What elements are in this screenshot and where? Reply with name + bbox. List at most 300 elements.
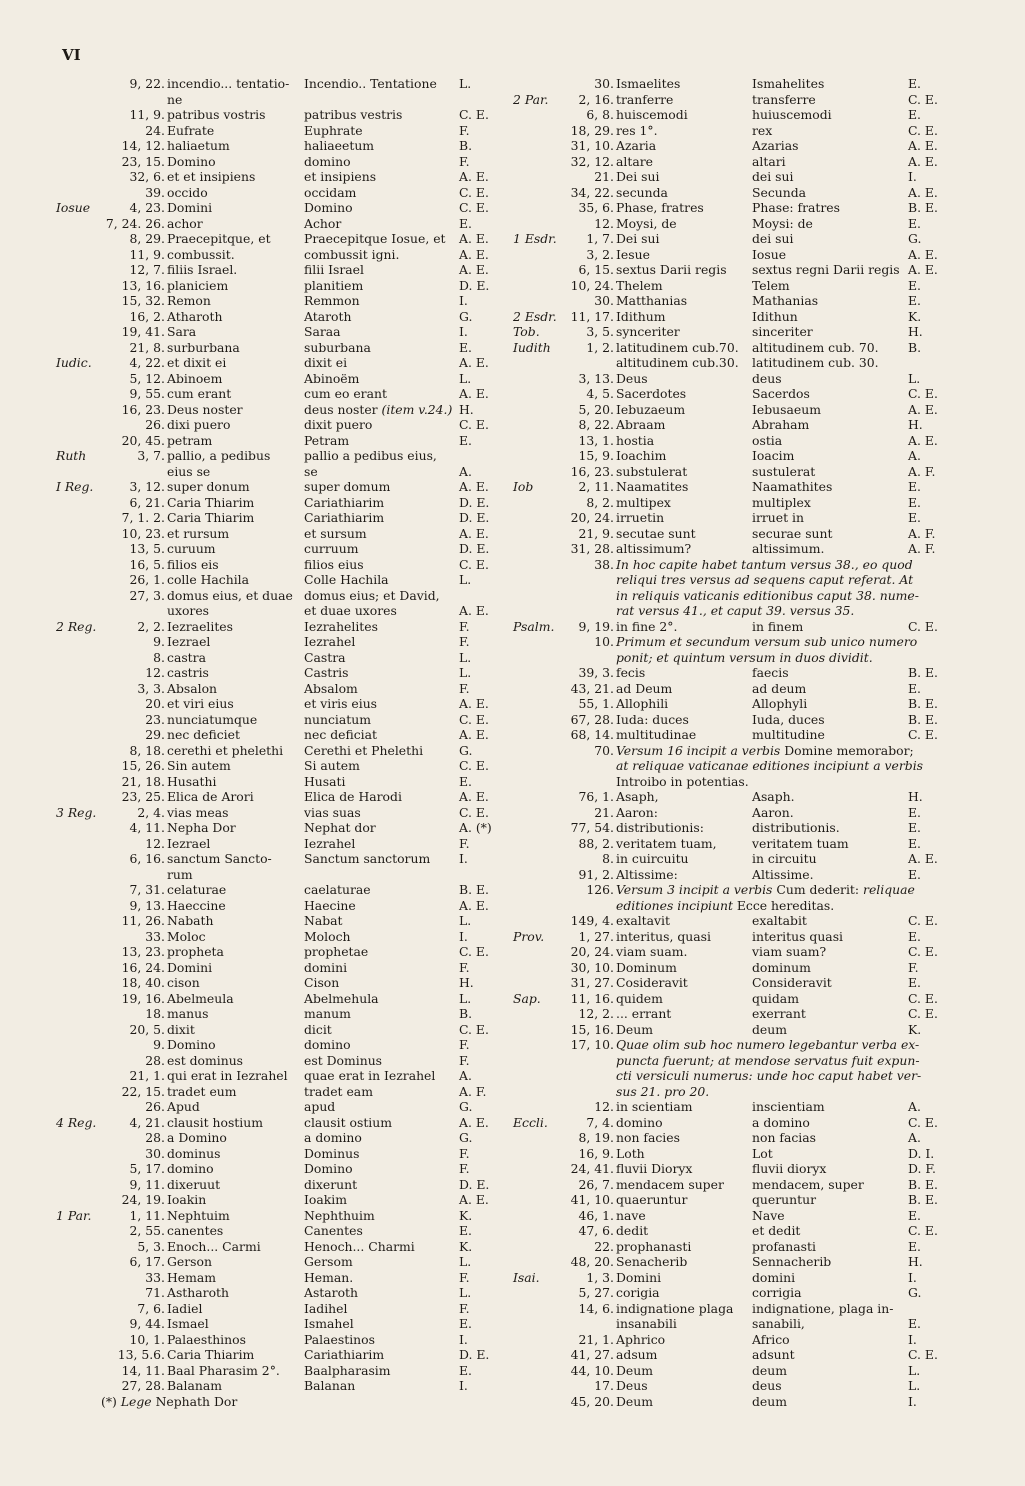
variant-reading: et viri eius	[167, 696, 234, 711]
variant-reading: Palaesthinos	[167, 1331, 246, 1347]
entry-row	[508, 495, 958, 511]
variant-reading: altitudinem cub.30.	[616, 355, 739, 370]
correct-reading: Abraham	[752, 417, 810, 432]
source-sigla: A. E.	[459, 246, 489, 262]
correct-reading: corrigia	[752, 1285, 802, 1300]
variant-reading: manus	[167, 1006, 209, 1021]
verse-ref: 20, 24.	[570, 510, 614, 525]
entry-row	[56, 1053, 501, 1069]
verse-ref: 4, 11.	[129, 820, 165, 835]
entry-row	[56, 1022, 501, 1038]
book-label: 4 Reg.	[56, 1114, 97, 1130]
source-sigla: A. E.	[908, 184, 938, 200]
entry-row	[508, 619, 958, 635]
verse-ref: 1, 27.	[578, 928, 614, 944]
variant-reading: combussit.	[167, 246, 235, 262]
entry-row	[508, 123, 958, 139]
verse-ref: 7, 6.	[137, 1300, 165, 1316]
variant-reading: Iezraelites	[167, 618, 233, 634]
verse-ref: 1, 7.	[586, 231, 614, 246]
variant-reading: ad Deum	[616, 680, 673, 696]
variant-reading: Altissime:	[616, 866, 678, 882]
source-sigla: L.	[459, 990, 472, 1006]
verse-ref: 8, 29.	[129, 231, 165, 246]
source-sigla: A. F.	[908, 541, 936, 556]
correct-reading: domini	[304, 959, 348, 975]
source-sigla: C. E.	[459, 184, 489, 200]
source-sigla: I.	[459, 293, 468, 308]
correct-reading: Nave	[752, 1207, 785, 1223]
source-sigla: E.	[908, 1238, 921, 1254]
explanatory-note: Quae olim sub hoc numero legebantur verba ex-	[616, 1037, 920, 1052]
source-sigla: L.	[459, 76, 472, 91]
entry-row	[508, 557, 958, 573]
correct-reading: Sacerdos	[752, 386, 810, 401]
entry-row	[56, 1316, 501, 1332]
correct-reading: sustulerat	[752, 463, 816, 479]
explanatory-note: Primum et secundum versum sub unico numero	[616, 634, 918, 649]
variant-reading: Matthanias	[616, 293, 688, 308]
entry-row	[508, 758, 958, 774]
entry-row	[508, 696, 958, 712]
source-sigla: F.	[459, 959, 470, 975]
source-sigla: E.	[459, 773, 472, 789]
variant-reading: clausit hostium	[167, 1114, 263, 1130]
verse-ref: 11, 9.	[129, 107, 165, 122]
verse-ref: 4, 5.	[586, 386, 614, 401]
variant-reading: non facies	[616, 1130, 680, 1145]
source-sigla: L.	[908, 1378, 921, 1393]
correct-reading: mendacem, super	[752, 1176, 864, 1192]
verse-ref: 32, 6.	[129, 169, 165, 184]
entry-row	[56, 975, 501, 991]
variant-reading: dedit	[616, 1223, 649, 1238]
verse-ref: 31, 10.	[570, 138, 614, 153]
verse-ref: 26, 7.	[578, 1176, 614, 1192]
variant-reading: vias meas	[167, 804, 229, 820]
variant-reading: in fine 2°.	[616, 618, 678, 634]
verse-ref: 16, 23.	[570, 463, 614, 479]
source-sigla: E.	[908, 277, 921, 293]
correct-reading: queruntur	[752, 1192, 817, 1207]
correct-reading: Astaroth	[304, 1285, 359, 1300]
correct-reading: patribus vestris	[304, 107, 403, 122]
verse-ref: 16, 24.	[121, 959, 165, 975]
correct-reading: est Dominus	[304, 1052, 383, 1068]
variant-reading: filiis Israel.	[167, 262, 238, 277]
correct-reading: Lot	[752, 1145, 773, 1161]
variant-reading: et et insipiens	[167, 169, 256, 184]
verse-ref: 4, 23.	[129, 200, 165, 215]
verse-ref: 2, 55.	[129, 1223, 165, 1238]
variant-reading: Domini	[616, 1269, 662, 1285]
entry-row	[508, 433, 958, 449]
variant-reading: Iezrael	[167, 634, 211, 649]
variant-reading: irruetin	[616, 510, 665, 525]
source-sigla: A. E.	[908, 851, 938, 866]
verse-ref: 11, 26.	[121, 913, 165, 928]
source-sigla: G.	[459, 742, 473, 758]
verse-ref: 24.	[145, 122, 165, 138]
verse-ref: 10, 1.	[129, 1331, 165, 1347]
item-note: (item v.24.)	[381, 401, 453, 417]
entry-row	[508, 200, 958, 216]
entry-row	[56, 154, 501, 170]
verse-ref: 68, 14.	[570, 727, 614, 742]
correct-reading: super domum	[304, 479, 391, 494]
verse-ref: 7, 1. 2.	[121, 510, 165, 525]
source-sigla: E.	[459, 1316, 472, 1331]
entry-row	[508, 944, 958, 960]
correct-reading: Henoch... Charmi	[304, 1238, 415, 1254]
verse-ref: 5, 17.	[129, 1161, 165, 1176]
entry-row	[56, 324, 501, 340]
variant-reading: dominus	[167, 1145, 221, 1161]
source-sigla: E.	[908, 866, 921, 882]
source-sigla: E.	[908, 215, 921, 231]
correct-reading: Secunda	[752, 184, 807, 200]
variant-reading: altissimum?	[616, 541, 692, 556]
verse-ref: 18, 40.	[121, 975, 165, 990]
source-sigla: C. E.	[908, 618, 938, 634]
source-sigla: D. E.	[459, 541, 490, 556]
correct-reading: cum eo erant	[304, 386, 387, 401]
correct-reading: securae sunt	[752, 525, 833, 541]
correct-reading: curruum	[304, 541, 359, 556]
variant-reading: prophanasti	[616, 1238, 692, 1254]
source-sigla: E.	[908, 820, 921, 835]
book-label: Eccli.	[513, 1114, 548, 1130]
verse-ref: 3, 5.	[586, 324, 614, 339]
correct-reading: Nephthuim	[304, 1207, 375, 1223]
entry-row	[508, 898, 958, 914]
verse-ref: 30.	[594, 293, 614, 308]
variant-reading: nunciatumque	[167, 711, 258, 727]
correct-reading: multitudine	[752, 727, 825, 742]
variant-reading: Dominum	[616, 959, 677, 975]
correct-reading: adsunt	[752, 1347, 795, 1362]
source-sigla: H.	[908, 789, 923, 804]
correct-reading: dei sui	[752, 169, 794, 184]
entry-row	[56, 169, 501, 185]
entry-row	[56, 836, 501, 852]
variant-reading: a Domino	[167, 1130, 227, 1145]
entry-row	[56, 1068, 501, 1084]
source-sigla: I.	[459, 928, 468, 944]
correct-reading: altitudinem cub. 70.	[752, 339, 879, 355]
entry-row	[56, 929, 501, 945]
source-sigla: F.	[459, 634, 470, 649]
entry-row	[56, 293, 501, 309]
variant-reading: synceriter	[616, 324, 680, 339]
variant-reading: occido	[167, 184, 208, 200]
verse-ref: 21, 1.	[578, 1331, 614, 1347]
entry-row	[56, 355, 501, 371]
variant-reading: Iezrael	[167, 835, 211, 851]
variant-reading: Deus	[616, 1378, 648, 1393]
entry-row	[56, 991, 501, 1007]
explanatory-note: puncta fuerunt; at mendose servatus fuit expun-	[616, 1052, 920, 1068]
source-sigla: K.	[908, 1021, 922, 1037]
variant-reading: Caria Thiarim	[167, 1347, 255, 1362]
entry-row	[508, 107, 958, 123]
verse-ref: 13, 23.	[121, 944, 165, 959]
correct-reading: deum	[752, 1393, 787, 1409]
entry-row	[56, 774, 501, 790]
correct-reading: filii Israel	[304, 262, 364, 277]
verse-ref: 6, 21.	[129, 494, 165, 510]
correct-reading: profanasti	[752, 1238, 816, 1254]
variant-reading: Hemam	[167, 1269, 217, 1285]
variant-reading: huiscemodi	[616, 107, 688, 122]
variant-reading: Praecepitque, et	[167, 231, 271, 246]
entry-row	[56, 231, 501, 247]
verse-ref: 5, 3.	[137, 1238, 165, 1254]
correct-reading: Iuda, duces	[752, 711, 825, 727]
variant-reading: planiciem	[167, 277, 229, 293]
source-sigla: A. E.	[459, 789, 489, 804]
source-sigla: A.	[908, 1099, 921, 1114]
correct-reading: dominum	[752, 959, 811, 975]
correct-reading: quidam	[752, 990, 799, 1006]
correct-reading: Abinoëm	[304, 370, 360, 386]
verse-ref: 12.	[594, 215, 614, 231]
left-column	[56, 76, 501, 1409]
variant-reading: Domino	[167, 153, 216, 169]
entry-row	[56, 1037, 501, 1053]
variant-reading: curuum	[167, 541, 216, 556]
variant-reading: Naamatites	[616, 479, 689, 494]
verse-ref: 26.	[145, 1099, 165, 1114]
correct-reading: occidam	[304, 184, 357, 200]
correct-reading: Ismahel	[304, 1316, 354, 1331]
variant-reading: Ismael	[167, 1316, 209, 1331]
entry-row	[508, 1177, 958, 1193]
source-sigla: C. E.	[908, 944, 938, 959]
correct-reading: Absalom	[304, 680, 358, 696]
source-sigla: D. E.	[459, 277, 490, 293]
correct-reading: Iosue	[752, 246, 787, 262]
correct-reading: Altissime.	[752, 866, 814, 882]
entry-row	[508, 774, 958, 790]
entry-row	[56, 495, 501, 511]
source-sigla: H.	[908, 1254, 923, 1269]
book-label: 3 Reg.	[56, 804, 97, 820]
verse-ref: 14, 11.	[121, 1362, 165, 1378]
verse-ref: 13, 5.6.	[117, 1347, 165, 1362]
correct-reading: Cariathiarim	[304, 1347, 385, 1362]
entry-row	[56, 944, 501, 960]
entry-row	[508, 681, 958, 697]
verse-ref: 5, 20.	[578, 401, 614, 417]
entry-row	[508, 1239, 958, 1255]
verse-ref: 21, 8.	[129, 339, 165, 355]
variant-reading: incendio... tentatio-	[167, 76, 290, 91]
source-sigla: A. E.	[459, 169, 489, 184]
correct-reading: deus	[752, 1378, 782, 1393]
correct-reading: Allophyli	[752, 696, 808, 711]
verse-ref: 10, 23.	[121, 525, 165, 541]
variant-reading: Enoch... Carmi	[167, 1238, 261, 1254]
variant-reading: Senacherib	[616, 1254, 688, 1269]
source-sigla: F.	[908, 959, 919, 975]
source-sigla: C. E.	[908, 91, 938, 107]
correct-reading: Nabat	[304, 913, 343, 928]
source-sigla: C. E.	[459, 107, 489, 122]
correct-reading: altissimum.	[752, 541, 825, 556]
source-sigla: A. E.	[459, 1114, 489, 1130]
verse-ref: 39.	[145, 184, 165, 200]
correct-reading: non facias	[752, 1130, 816, 1145]
book-label: Iudith	[513, 339, 551, 355]
variant-reading: hostia	[616, 432, 655, 448]
source-sigla: A. E.	[459, 1192, 489, 1207]
entry-row	[56, 1285, 501, 1301]
verse-ref: 13, 16.	[121, 277, 165, 293]
entry-row	[508, 526, 958, 542]
entry-row	[56, 526, 501, 542]
entry-row	[56, 479, 501, 495]
correct-reading: apud	[304, 1099, 336, 1114]
entry-row	[56, 1192, 501, 1208]
correct-reading: Idithun	[752, 308, 798, 324]
variant-reading: Elica de Arori	[167, 789, 254, 804]
verse-ref: 21, 18.	[121, 773, 165, 789]
correct-reading: deum	[752, 1362, 787, 1378]
source-sigla: F.	[459, 1300, 470, 1316]
correct-reading: tradet eam	[304, 1083, 373, 1099]
correct-reading: in finem	[752, 618, 804, 634]
entry-row	[56, 665, 501, 681]
variant-reading: Deum	[616, 1362, 653, 1378]
variant-reading: fluvii Dioryx	[616, 1161, 693, 1176]
source-sigla: A. E.	[459, 355, 489, 370]
correct-reading: vias suas	[304, 804, 361, 820]
verse-ref: 6, 15.	[578, 262, 614, 277]
source-sigla: A. F.	[459, 1083, 487, 1099]
variant-reading: Iebuzaeum	[616, 401, 686, 417]
verse-ref: 20.	[145, 696, 165, 711]
correct-reading: sextus regni Darii regis	[752, 262, 900, 277]
verse-ref: 11, 16.	[570, 990, 614, 1006]
variant-reading: Husathi	[167, 773, 217, 789]
source-sigla: E.	[908, 293, 921, 308]
variant-reading: Ioakin	[167, 1192, 207, 1207]
verse-ref: 43, 21.	[570, 680, 614, 696]
correct-reading: veritatem tuam	[752, 835, 849, 851]
variant-reading: Deus noster	[167, 401, 243, 417]
variant-reading: Atharoth	[167, 308, 223, 324]
correct-reading: ad deum	[752, 680, 807, 696]
verse-ref: 9, 44.	[129, 1316, 165, 1331]
source-sigla: L.	[459, 665, 472, 680]
book-label: Iosue	[56, 200, 91, 215]
verse-ref: 4, 22.	[129, 355, 165, 370]
entry-row	[508, 1130, 958, 1146]
correct-reading: Domino	[304, 1161, 353, 1176]
entry-row	[508, 650, 958, 666]
correct-reading: Ioakim	[304, 1192, 347, 1207]
book-label: Ruth	[56, 448, 87, 463]
verse-ref: 2, 2.	[137, 618, 165, 634]
source-sigla: A. E.	[459, 231, 489, 246]
entry-row	[508, 1270, 958, 1286]
verse-ref: 12.	[594, 1099, 614, 1114]
source-sigla: E.	[908, 804, 921, 820]
variant-reading: domino	[167, 1161, 214, 1176]
entry-row	[56, 1130, 501, 1146]
variant-reading: adsum	[616, 1347, 658, 1362]
entry-row	[508, 634, 958, 650]
verse-ref: 5, 27.	[578, 1285, 614, 1300]
entry-row	[508, 479, 958, 495]
book-label: Sap.	[513, 990, 541, 1006]
source-sigla: I.	[908, 1393, 917, 1409]
entry-row	[56, 805, 501, 821]
variant-reading: Sara	[167, 324, 197, 339]
entry-row	[56, 789, 501, 805]
source-sigla: A. E.	[908, 246, 938, 262]
entry-row	[508, 913, 958, 929]
verse-ref: 14, 12.	[121, 138, 165, 153]
source-sigla: L.	[459, 649, 472, 665]
source-sigla: B. E.	[908, 711, 938, 727]
entry-row	[508, 185, 958, 201]
variant-reading: Gerson	[167, 1254, 212, 1269]
source-sigla: I.	[459, 1378, 468, 1393]
verse-ref: 3, 2.	[586, 246, 614, 262]
variant-reading: domus eius, et duae	[167, 587, 293, 603]
entry-row	[508, 262, 958, 278]
entry-row	[56, 386, 501, 402]
entry-row	[508, 1254, 958, 1270]
variant-reading: surburbana	[167, 339, 240, 355]
entry-row	[508, 836, 958, 852]
source-sigla: L.	[459, 572, 472, 587]
variant-reading: canentes	[167, 1223, 224, 1238]
explanatory-note: rat versus 41., et caput 39. versus 35.	[616, 603, 855, 618]
source-sigla: G.	[459, 1099, 473, 1114]
variant-reading: fecis	[616, 665, 646, 680]
correct-reading: Canentes	[304, 1223, 363, 1238]
correct-reading: deus	[752, 370, 782, 386]
correct-reading: ostia	[752, 432, 783, 448]
variant-reading: Asaph,	[616, 789, 659, 804]
correct-reading: prophetae	[304, 944, 369, 959]
verse-ref: 22, 15.	[121, 1083, 165, 1099]
correct-reading: domini	[752, 1269, 796, 1285]
variant-reading: dixit	[167, 1021, 195, 1037]
verse-ref: 34, 22.	[570, 184, 614, 200]
verse-ref: 19, 41.	[121, 324, 165, 339]
variant-reading: Sin autem	[167, 758, 231, 773]
book-label: Psalm.	[513, 618, 555, 634]
entry-row	[508, 743, 958, 759]
entry-row	[56, 123, 501, 139]
entry-row	[56, 1115, 501, 1131]
entry-row	[56, 464, 501, 480]
explanatory-note: cti versiculi numerus: unde hoc caput habet ver-	[616, 1068, 922, 1083]
variant-reading: Aphrico	[616, 1331, 666, 1347]
correct-reading: Cerethi et Phelethi	[304, 742, 424, 758]
correct-reading: Naamathites	[752, 479, 833, 494]
entry-row	[56, 572, 501, 588]
correct-reading: Remmon	[304, 293, 360, 308]
variant-reading: Deum	[616, 1021, 653, 1037]
source-sigla: D. E.	[459, 1176, 490, 1192]
variant-reading: Loth	[616, 1145, 645, 1161]
verse-ref: 24, 19.	[121, 1192, 165, 1207]
